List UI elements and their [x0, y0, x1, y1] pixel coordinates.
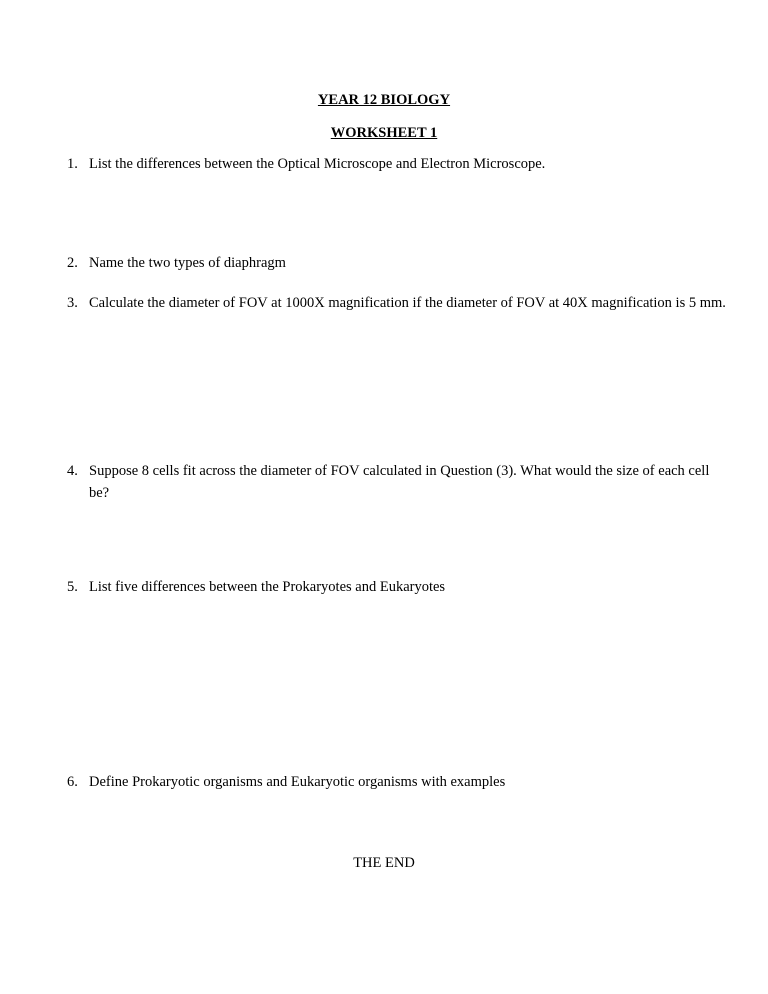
- question-text: Suppose 8 cells fit across the diameter of FOV calculated in Question (3). What would the size of each cell be?: [89, 463, 710, 501]
- question-number: 6.: [67, 774, 78, 790]
- question-5: [67, 576, 727, 598]
- question-2: [67, 252, 727, 274]
- question-text: List the differences between the Optical Microscope and Electron Microscope.: [89, 156, 546, 172]
- question-1: [67, 153, 727, 175]
- question-3: [67, 292, 727, 314]
- question-number: 3.: [67, 295, 78, 311]
- question-number: 5.: [67, 579, 78, 595]
- question-number: 2.: [67, 255, 78, 271]
- end-text: THE END: [353, 855, 415, 871]
- question-text: Define Prokaryotic organisms and Eukaryotic organisms with examples: [89, 774, 506, 790]
- question-6: [67, 771, 727, 793]
- question-text: Name the two types of diaphragm: [89, 255, 286, 271]
- question-4: [67, 460, 727, 504]
- course-title: YEAR 12 BIOLOGY: [317, 92, 451, 108]
- question-number: 4.: [67, 463, 78, 479]
- question-text: Calculate the diameter of FOV at 1000X magnification if the diameter of FOV at 40X magnification is 5 mm.: [89, 295, 726, 311]
- question-number: 1.: [67, 156, 78, 172]
- worksheet-title: WORKSHEET 1: [330, 125, 438, 141]
- question-text: List five differences between the Prokaryotes and Eukaryotes: [89, 579, 446, 595]
